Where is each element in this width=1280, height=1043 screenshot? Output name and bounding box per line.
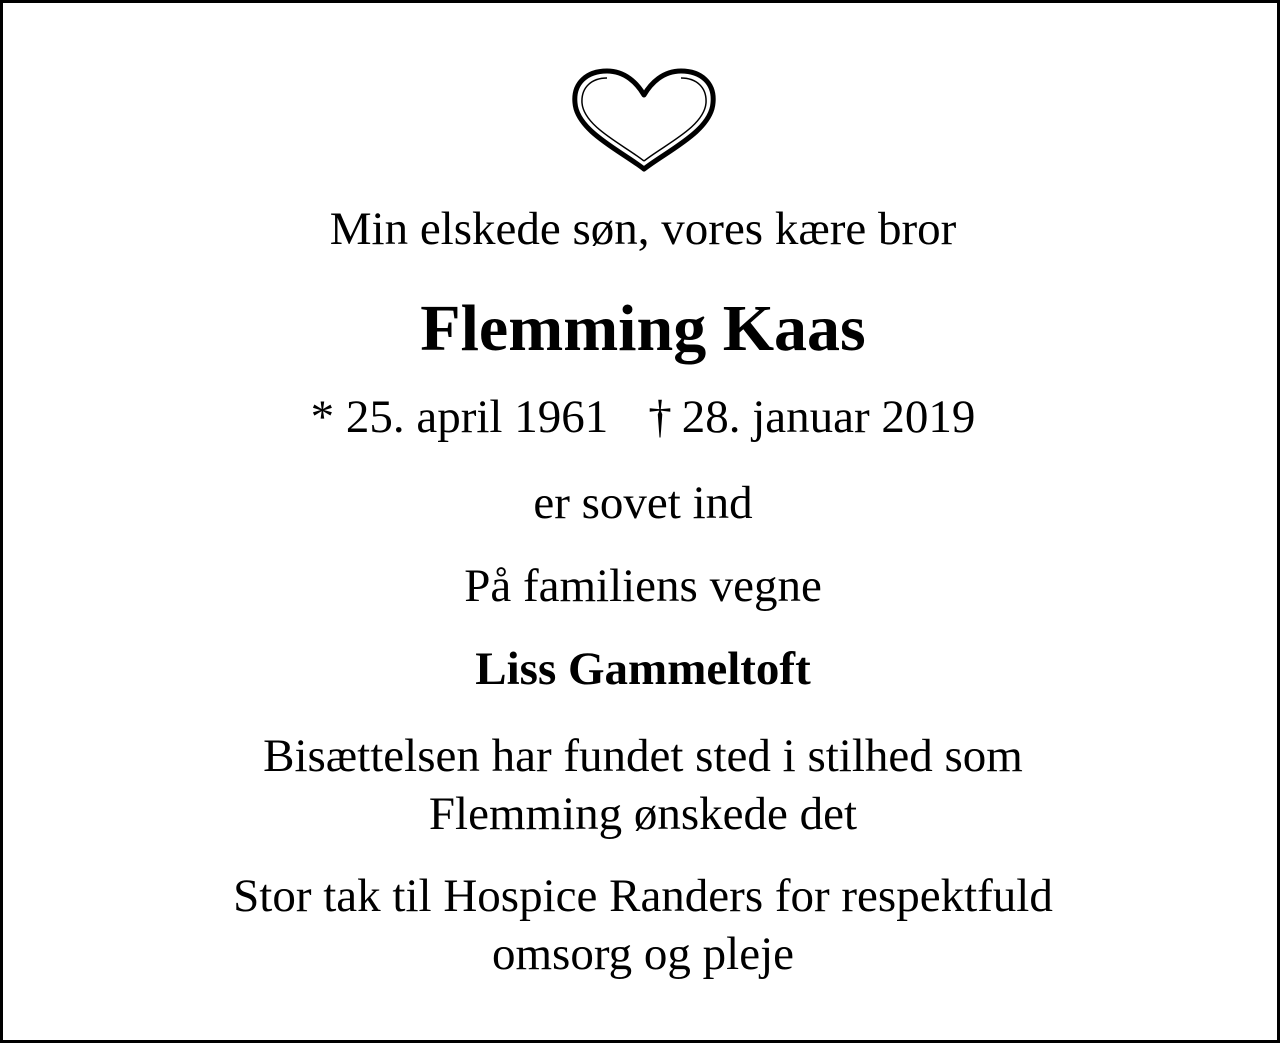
burial-text (3, 727, 1280, 843)
death-date: 28. januar 2019 (681, 391, 976, 443)
burial-line-1: Bisættelsen har fundet sted i stilhed som (263, 730, 1023, 782)
thanks-line-2: omsorg og pleje (492, 928, 794, 980)
intro-text: Min elskede søn, vores kære bror (329, 203, 957, 255)
birth-date: * 25. april 1961 (310, 391, 609, 443)
life-dates (3, 387, 1280, 447)
heart-icon (569, 65, 719, 175)
death-symbol: † (648, 391, 672, 443)
thanks-text (3, 867, 1280, 983)
passed-text: er sovet ind (533, 477, 753, 529)
thanks-line-1: Stor tak til Hospice Randers for respektfuld (233, 870, 1053, 922)
signer-name: Liss Gammeltoft (475, 643, 811, 695)
deceased-name: Flemming Kaas (420, 292, 866, 365)
burial-line-2: Flemming ønskede det (428, 788, 858, 840)
on-behalf-text: På familiens vegne (464, 560, 822, 612)
